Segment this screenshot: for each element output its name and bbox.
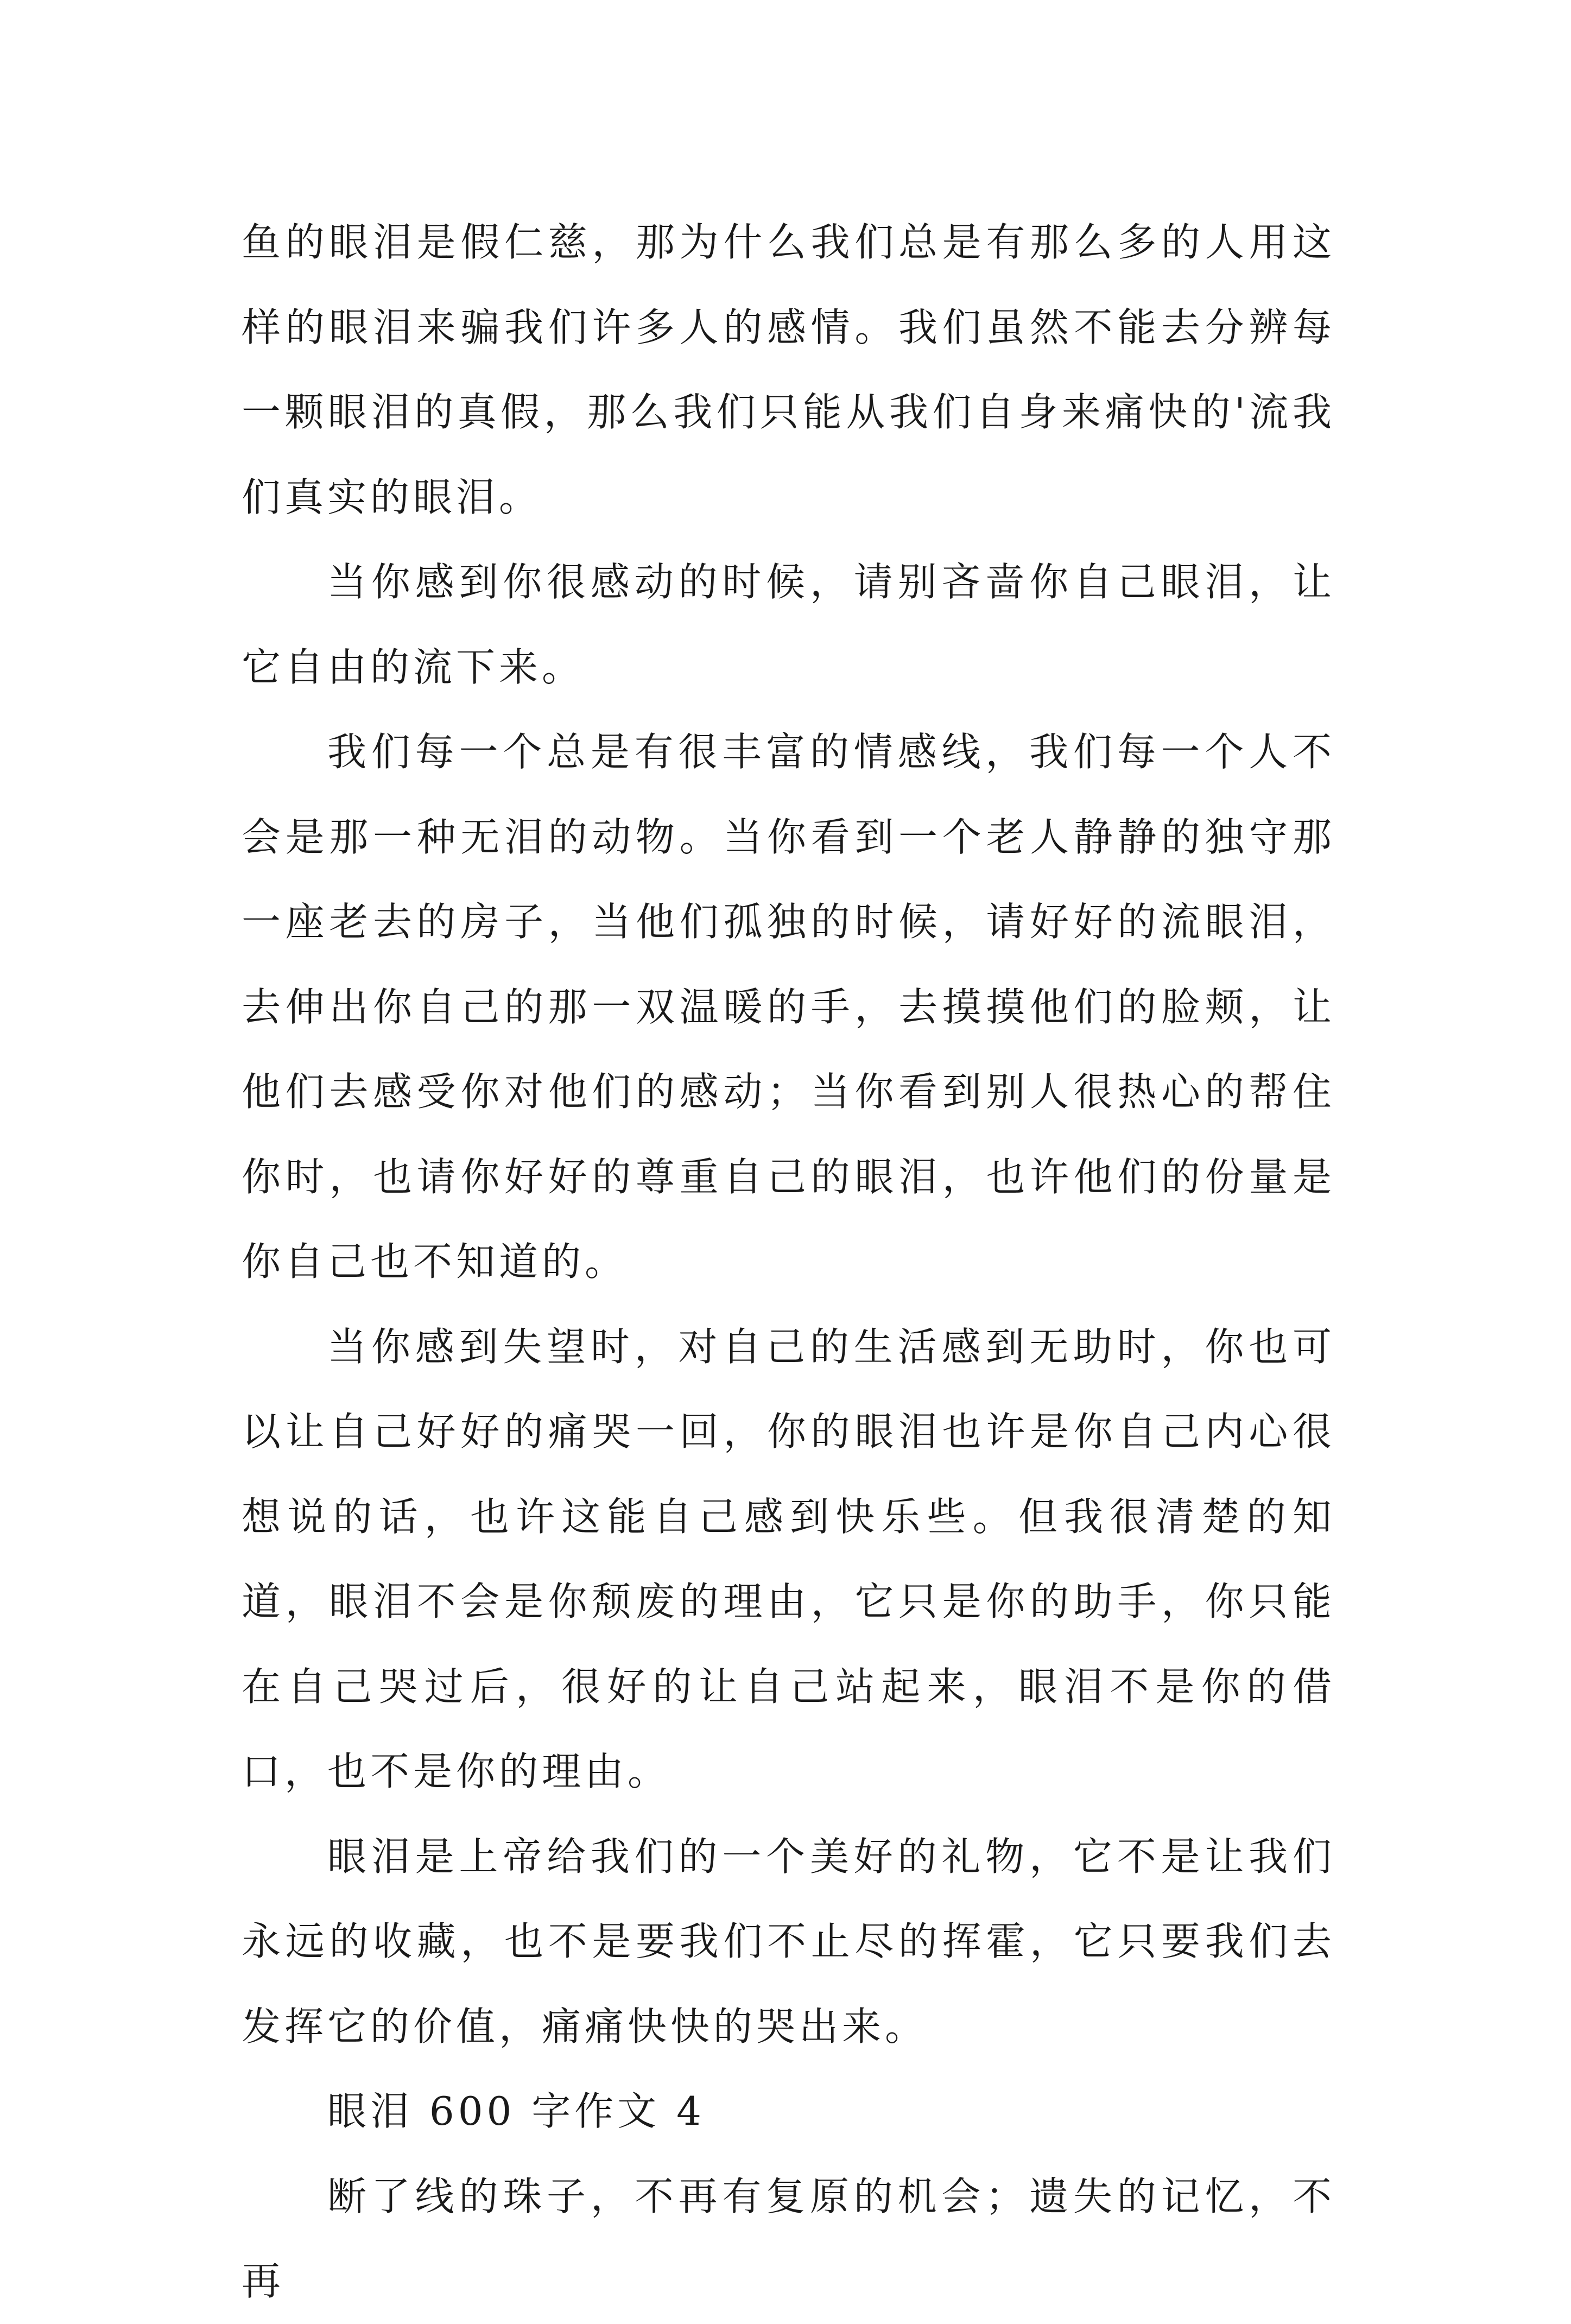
paragraph: 我们每一个总是有很丰富的情感线，我们每一个人不会是那一种无泪的动物。当你看到一个老人静静的独守那一座老去的房子，当他们孤独的时候，请好好的流眼泪，去伸出你自己的那一双温暖的手，去摸摸他们的脸颊，让他们去感受你对他们的感动；当你看到别人很热心的帮住你时，也请你好好的尊重自己的眼泪，也许他们的份量是你自己也不知道的。 (242, 729, 1335, 1284)
paragraph: 断了线的珠子，不再有复原的机会；遗失的记忆，不再 (242, 2173, 1335, 2304)
paragraph: 眼泪是上帝给我们的一个美好的礼物，它不是让我们永远的收藏，也不是要我们不止尽的挥霍，它只要我们去发挥它的价值，痛痛快快的哭出来。 (242, 1833, 1335, 2049)
paragraph: 当你感到你很感动的时候，请别吝啬你自己眼泪，让它自由的流下来。 (242, 559, 1335, 690)
paragraph-continued: 鱼的眼泪是假仁慈，那为什么我们总是有那么多的人用这样的眼泪来骗我们许多人的感情。我们虽然不能去分辨每一颗眼泪的真假，那么我们只能从我们自身来痛快的'流我们真实的眼泪。 (242, 219, 1335, 520)
section-heading: 眼泪 600 字作文 4 (327, 2088, 705, 2134)
paragraph: 当你感到失望时，对自己的生活感到无助时，你也可以让自己好好的痛哭一回，你的眼泪也许是你自己内心很想说的话，也许这能自己感到快乐些。但我很清楚的知道，眼泪不会是你颓废的理由，它只是你的助手，你只能在自己哭过后，很好的让自己站起来，眼泪不是你的借口，也不是你的理由。 (242, 1324, 1335, 1794)
document-body (242, 200, 1335, 2324)
